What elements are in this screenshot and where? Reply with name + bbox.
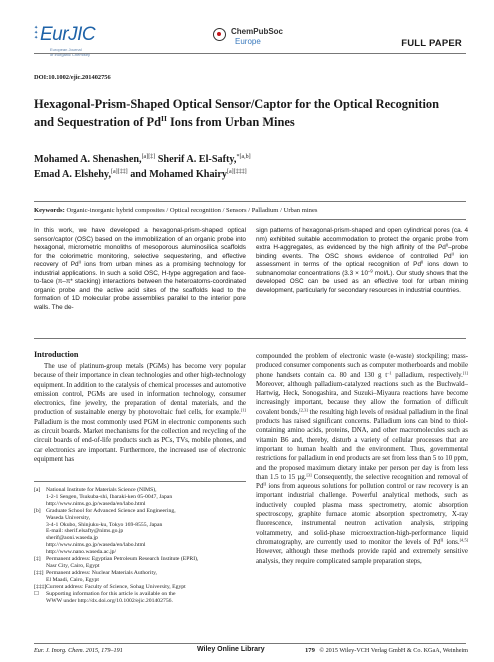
journal-citation: Eur. J. Inorg. Chem. 2015, 179–191 (34, 647, 123, 654)
author-list: Mohamed A. Shenashen,[a][‡] Sherif A. El-Safty,$^{*[a,b]}$ Emad A. Elshehy,[a][‡‡] and Mohamed Khairy[a][‡‡‡] (34, 154, 251, 181)
affiliation-footnotes (34, 487, 246, 604)
chempubsoc-circle-icon (213, 28, 226, 41)
author-2: Sherif A. El-Safty, (157, 154, 237, 165)
footnote-line: 1-2-1 Sengen, Tsukuba-shi, Ibaraki-ken 05-0047, Japan (46, 493, 173, 500)
abstract-rule (34, 338, 466, 339)
author-1: Mohamed A. Shenashen, (34, 154, 142, 165)
author-3: Emad A. Elshehy, (34, 169, 111, 181)
author-4: Mohamed Khairy (149, 169, 228, 181)
chempubsoc-logo: ChemPubSoc Europe (213, 27, 303, 49)
keywords: Keywords: Organic-inorganic hybrid composites / Optical recognition / Sensors / Palladium / Urban mines (34, 207, 318, 214)
abstract-left-column: In this work, we have developed a hexagonal-prism-shaped optical sensor/captor (OSC) based on the immobilization of an organic probe into hexagonal, micrometric monoliths of mesoporous aluminosilica scaffolds for the colorimetric monitoring, selective sequestering, and effective recovery of $Pd^{II}$ ions from urban mines as a promising technology for industrial applications. In such a solid OSC, H-type aggregation and face-to-face (π–π* stacking) interactions between the heteroatoms-coordinated organic probe and the active acid sites of the scaffolds lead to the formation of 1D molecular probe assemblies parallel to the interior pore walls. The de- (34, 227, 246, 311)
footnote-line: Nasr City, Cairo, Egypt (46, 562, 100, 569)
footnote-line: [‡] Permanent address: Egyptian Petroleum Research Institute (EPRI), (34, 556, 199, 563)
section-label: FULL PAPER (401, 38, 462, 49)
footnote-line: WWW under http://dx.doi.org/10.1002/ejic.201402756. (46, 597, 173, 604)
footer-rule (34, 643, 466, 644)
footnote-line: [a] National Institute for Materials Science (NIMS), (34, 487, 157, 493)
journal-logo-subtitle: European Journal of Inorganic Chemistry (50, 47, 91, 57)
footnote-line: http://www.nims.go.jp/waseda/en/labo.html (46, 500, 146, 507)
journal-logo-word: EurJIC (40, 24, 96, 45)
intro-left-column: The use of platinum-group metals (PGMs) has become very popular because of their importance in clean technologies and other high-technology equipment. In addition to the catalysis of chemical processes and automotive emission control, PGMs are used in information technology, consumer electronics, fine jewelry, the preparation of dental materials, and the production of sustainable energy by photovoltaic fuel cells, for example.[1] Palladium is the most commonly used PGM in electronic components such as circuit boards. Market mechanisms for the collection and recycling of the circuit boards of end-of-life products such as PCs, TVs, mobile phones, and car electronics are important. Furthermore, the increased use of electronic equipment has (34, 363, 246, 463)
footnote-line: El Maadi, Cairo, Egypt (46, 576, 99, 583)
footnote-rule (34, 481, 246, 482)
page-number: 179 (305, 647, 315, 654)
footnote-line: sherif@aoni.waseda.jp (46, 535, 98, 542)
footnote-line: Waseda University, (46, 514, 91, 521)
article-title: Hexagonal-Prism-Shaped Optical Sensor/Captor for the Optical Recognition and Sequestration of $Pd^{II}$ Ions from Urban Mines (34, 97, 439, 129)
footnote-line: ☐ Supporting information for this article is available on the (34, 590, 176, 597)
keywords-rule-top (34, 201, 466, 202)
footnote-line: [b] Graduate School for Advanced Science and Engineering, (34, 507, 176, 514)
introduction-heading: Introduction (34, 350, 79, 359)
keywords-rule-bottom (34, 219, 466, 220)
copyright: © 2015 Wiley-VCH Verlag GmbH & Co. KGaA, Weinheim (319, 647, 468, 654)
header-rule (34, 53, 466, 54)
wiley-online-library: Wiley Online Library (197, 646, 265, 653)
footnote-line: http://www.nims.go.jp/waseda/en/labo.html (46, 542, 146, 549)
footnote-line: http://www.nano.waseda.ac.jp/ (46, 549, 117, 556)
doi: DOI:10.1002/ejic.201402756 (34, 74, 111, 81)
footnote-line: 3-4-1 Okubo, Shinjuku-ku, Tokyo 169-8555, Japan (46, 521, 163, 528)
footnote-line: [‡‡‡]Current address: Faculty of Science, Sohag University, Egypt (34, 583, 186, 590)
footnote-line: [‡‡] Permanent address: Nuclear Materials Authority, (34, 569, 157, 576)
star-ring-icon: ✦ ✦ ✦ (34, 26, 39, 41)
intro-right-column: compounded the problem of electronic waste (e-waste) stockpiling; mass-produced consumer components such as computer motherboards and mobile phone handsets contain ca. 80 and 130 g $t^{-1}$ palladium, respectively.[1] Moreover, although palladium-catalyzed reactions such as the Buchwald–Hartwig, Heck, Sonogashira, and Suzuki–Miyaura reactions have become increasingly important, because they allow the formation of difficult covalent bonds,[2,3] the resulting high levels of residual palladium in the final products has raised significant concerns. Palladium ions can bind to thiol-containing amino acids, proteins, DNA, and other macromolecules such as vitamin B6 and, thereby, disturb a variety of cellular processes that are important to human health and the environment. Thus, governmental restrictions for palladium in end products are set from less than 5 to 10 ppm, and the proposed maximum dietary intake per person per day is from less than 1.5 to 15 µg.[3] Consequently, the selective recognition and removal of $Pd^{II}$ ions from aqueous solutions for pollution control or raw recovery is an important industrial challenge. Powerful analytical methods, such as inductively coupled plasma mass spectrometry, atomic absorption spectroscopy, graphite furnace atomic absorption spectrometry, X-ray fluorescence, instrumental neutron activation analysis, stripping voltammetry, and solid-phase microextraction-high-performance liquid chromatography, are currently used to monitor the levels of $Pd^{II}$ ions.[4,5] However, although these methods provide rapid and extremely sensitive analysis, they require complicated sample preparation steps, (256, 353, 468, 565)
abstract-right-column: sign patterns of hexagonal-prism-shaped and open cylindrical pores (ca. 4 nm) exhibited suitable accommodation to protect the organic probe from extra H-aggregates, as evidenced by the high affinity of the $Pd^{II}$–probe binding events. The OSC shows evidence of controlled $Pd^{II}$ ion assessment in terms of the optical recognition of $Pd^{II}$ ions down to subnanomolar concentrations ($3.3 \times 10^{-9}$ mol/L). Our study shows that the developed OSC can be used as an effective tool for urban mining development, particularly for secondary resources in industrial countries. (256, 227, 468, 294)
footnote-line: E-mail: sherif.elsafty@nims.go.jp (46, 528, 124, 535)
